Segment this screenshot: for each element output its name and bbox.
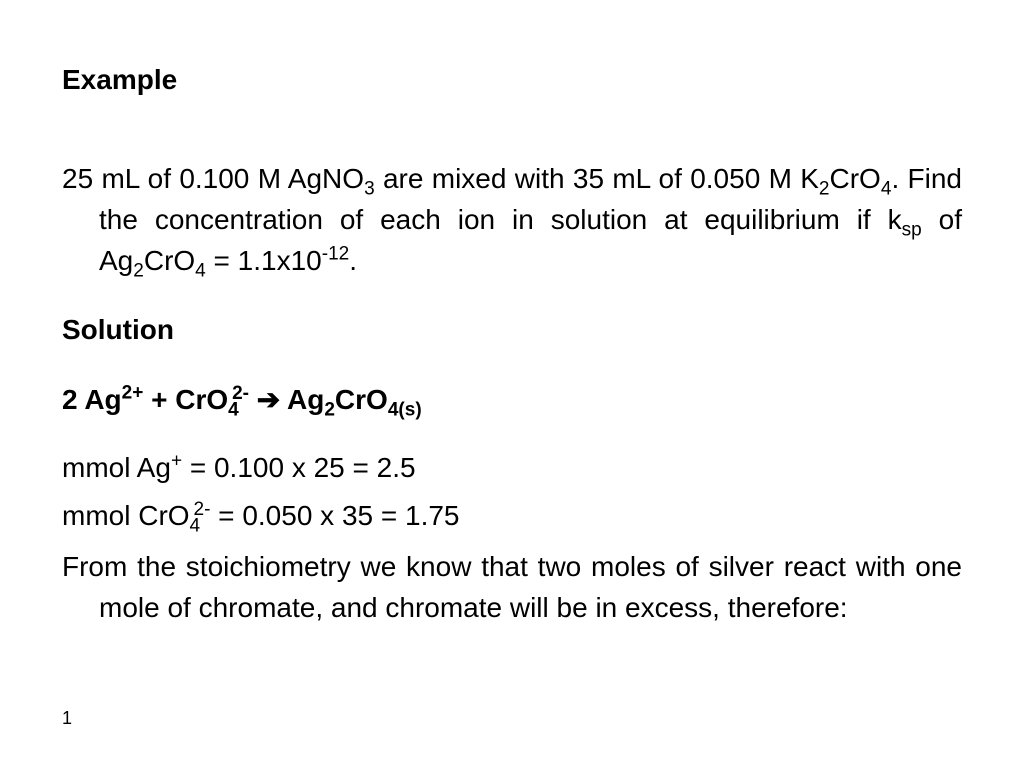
conclusion-paragraph: From the stoichiometry we know that two moles of silver react with one mole of chromate, and chromate will be in excess, therefore:	[62, 551, 962, 623]
reaction-arrow-icon: ➔	[249, 384, 287, 415]
reaction-equation: 2 $Ag^{2+} + CrO_4^{2-}$ ➔ $Ag_2CrO_{4(s)}$	[62, 382, 422, 421]
slide-title: Example	[62, 64, 178, 95]
calc-silver: mmol Ag+ = 0.100 x 25 = 2.5	[62, 450, 416, 483]
problem-statement: 25 mL of 0.100 M AgNO$_3$ are mixed with 35 mL of 0.050 M $K_2CrO_4$. Find the concentration of each ion in solution at equilibrium if $k_{sp}$ of $Ag_2CrO_4 = 1.1x10^{-12}$.	[62, 163, 963, 282]
solution-heading: Solution	[62, 314, 174, 345]
page-number: 1	[62, 708, 73, 728]
calc-chromate: mmol CrO$_4^{2-}$ = 0.050 x 35 = 1.75	[62, 498, 460, 537]
